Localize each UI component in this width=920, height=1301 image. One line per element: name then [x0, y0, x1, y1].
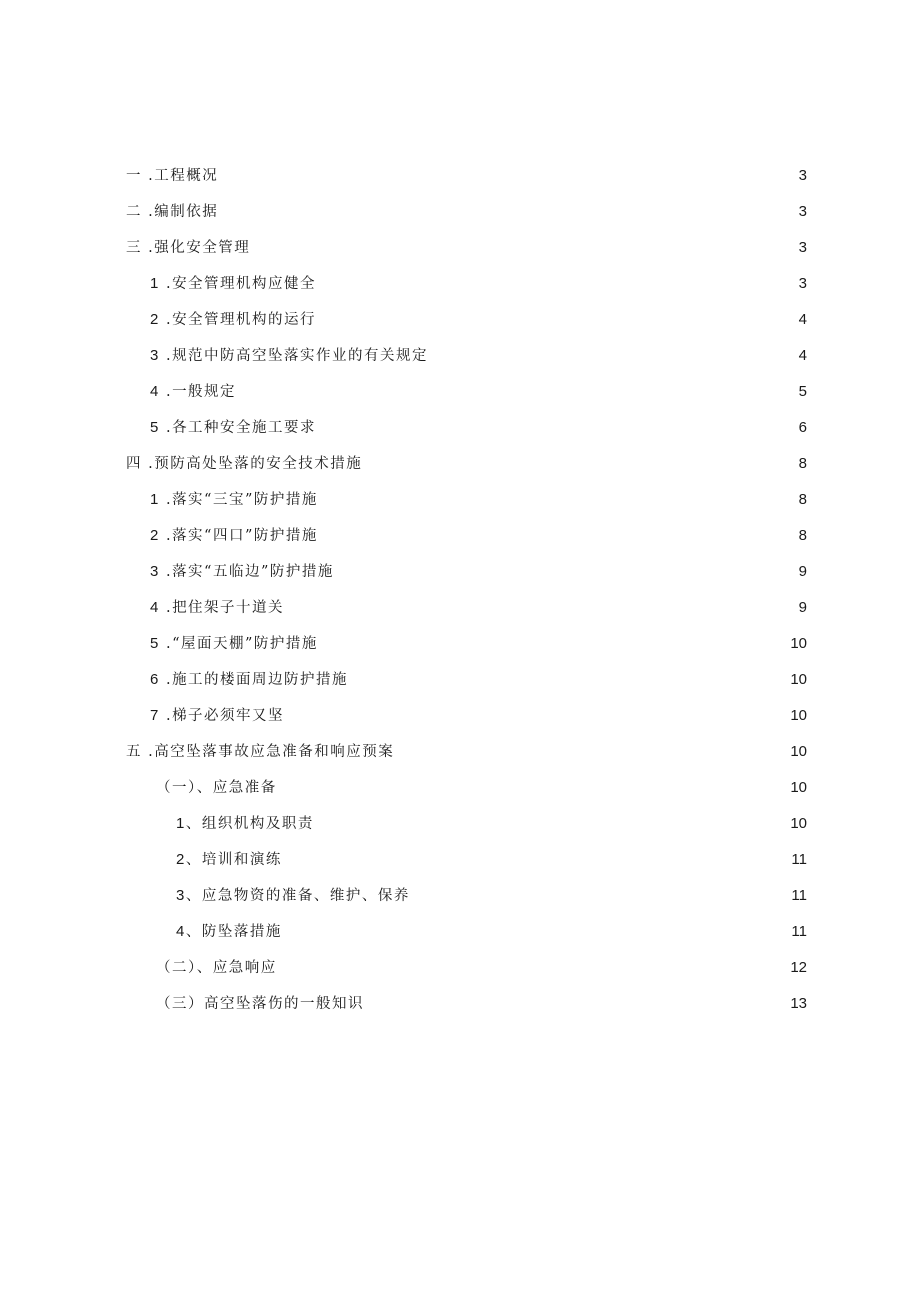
toc-page-number: 3	[798, 203, 807, 220]
toc-entry-label	[150, 704, 284, 728]
toc-row	[126, 200, 807, 224]
toc-entry-separator: .	[159, 528, 173, 544]
toc-entry-number: 五	[126, 744, 142, 760]
toc-entry-separator: 、	[185, 924, 202, 940]
toc-entry-separator: 、	[185, 816, 202, 832]
toc-entry-title: 应急准备	[212, 780, 277, 796]
toc-entry-label	[156, 992, 364, 1016]
toc-row	[150, 488, 807, 512]
toc-entry-title: 工程概况	[154, 168, 219, 184]
toc-entry-separator: .	[142, 204, 155, 220]
toc-row	[150, 344, 807, 368]
toc-entry[interactable]	[0, 734, 920, 770]
toc-entry-title: 施工的楼面周边防护措施	[172, 672, 349, 688]
toc-entry-number: 4	[150, 383, 160, 400]
toc-entry-title: 各工种安全施工要求	[172, 420, 317, 436]
toc-entry[interactable]	[0, 374, 920, 410]
toc-row	[150, 632, 807, 656]
toc-page-number: 3	[798, 167, 807, 184]
toc-entry[interactable]	[0, 698, 920, 734]
toc-entry-label	[126, 740, 394, 764]
toc-page-number: 5	[798, 383, 807, 400]
toc-entry-title: 把住架子十道关	[172, 600, 285, 616]
dot-leader	[322, 308, 795, 332]
toc-entry[interactable]	[0, 842, 920, 878]
dot-leader	[290, 596, 795, 620]
toc-entry-separator: .	[142, 240, 155, 256]
toc-entry-number: 3	[150, 347, 160, 364]
toc-entry[interactable]	[0, 230, 920, 266]
dot-leader	[283, 956, 787, 980]
toc-row	[126, 740, 807, 764]
toc-entry-label	[150, 308, 316, 332]
toc-entry[interactable]	[0, 410, 920, 446]
toc-entry-title: 落实“五临边”防护措施	[172, 564, 334, 580]
toc-entry[interactable]	[0, 806, 920, 842]
toc-entry-title: 规范中防高空坠落实作业的有关规定	[172, 348, 429, 364]
dot-leader	[224, 164, 794, 188]
dot-leader	[368, 452, 794, 476]
dot-leader	[354, 668, 786, 692]
toc-row	[126, 164, 807, 188]
toc-row	[126, 236, 807, 260]
dot-leader	[370, 992, 786, 1016]
toc-entry-label	[150, 488, 318, 512]
toc-entry-separator: .	[142, 456, 155, 472]
toc-entry[interactable]	[0, 878, 920, 914]
toc-entry-title: “屋面天棚”防护措施	[172, 636, 318, 652]
toc-entry-label	[176, 884, 410, 908]
toc-entry-separator: .	[159, 348, 173, 364]
toc-entry-label	[150, 344, 428, 368]
toc-entry-number: 2	[176, 851, 186, 868]
dot-leader	[290, 704, 786, 728]
toc-entry-number: （二）	[156, 960, 197, 976]
toc-row	[150, 596, 807, 620]
toc-entry-number: 4	[150, 599, 160, 616]
toc-page-number: 6	[798, 419, 807, 436]
toc-page-number: 10	[790, 635, 807, 652]
toc-row	[176, 920, 807, 944]
toc-entry[interactable]	[0, 950, 920, 986]
toc-entry-separator: 、	[196, 780, 213, 796]
toc-row	[150, 668, 807, 692]
toc-row	[150, 308, 807, 332]
toc-entry-number: 5	[150, 419, 160, 436]
toc-row	[176, 848, 807, 872]
toc-entry-label	[150, 524, 318, 548]
toc-entry-label	[150, 668, 348, 692]
toc-entry[interactable]	[0, 302, 920, 338]
toc-entry-separator: .	[159, 600, 173, 616]
toc-entry-title: 编制依据	[154, 204, 219, 220]
toc-entry-number: 四	[126, 456, 142, 472]
toc-entry-label	[150, 380, 236, 404]
toc-entry-title: 一般规定	[172, 384, 237, 400]
toc-entry-separator: .	[159, 636, 173, 652]
toc-entry-number: （三）	[156, 996, 204, 1012]
toc-entry[interactable]	[0, 446, 920, 482]
toc-page-number: 8	[798, 491, 807, 508]
toc-entry-number: （一）	[156, 780, 197, 796]
toc-row	[176, 884, 807, 908]
toc-entry-title: 高空坠落伤的一般知识	[204, 996, 364, 1012]
toc-entry-title: 高空坠落事故应急准备和响应预案	[154, 744, 395, 760]
toc-row	[176, 812, 807, 836]
toc-entry-title: 预防高处坠落的安全技术措施	[154, 456, 363, 472]
toc-entry[interactable]	[0, 986, 920, 1022]
toc-page-number: 10	[790, 743, 807, 760]
dot-leader	[340, 560, 795, 584]
toc-page-number: 3	[798, 275, 807, 292]
toc-entry[interactable]	[0, 554, 920, 590]
toc-entry[interactable]	[0, 914, 920, 950]
toc-entry-number: 5	[150, 635, 160, 652]
toc-entry-number: 7	[150, 707, 160, 724]
dot-leader	[322, 272, 795, 296]
toc-entry-label	[126, 236, 250, 260]
toc-page-number: 11	[791, 851, 807, 868]
toc-entry-title: 落实“三宝”防护措施	[172, 492, 318, 508]
toc-entry-separator: .	[159, 420, 173, 436]
toc-entry-label	[150, 560, 334, 584]
toc-entry[interactable]	[0, 626, 920, 662]
toc-entry-label	[150, 272, 316, 296]
toc-entry-number: 1	[150, 275, 160, 292]
toc-entry-label	[156, 776, 277, 800]
toc-entry-separator: .	[159, 672, 173, 688]
toc-entry-label	[126, 164, 218, 188]
toc-page-number: 11	[791, 923, 807, 940]
toc-page-number: 9	[798, 563, 807, 580]
toc-entry-label	[150, 632, 318, 656]
toc-entry-title: 安全管理机构的运行	[172, 312, 317, 328]
toc-row	[156, 776, 807, 800]
dot-leader	[324, 524, 795, 548]
dot-leader	[400, 740, 786, 764]
toc-entry-title: 应急响应	[212, 960, 277, 976]
toc-entry-number: 3	[150, 563, 160, 580]
toc-row	[126, 452, 807, 476]
toc-entry-separator: 、	[196, 960, 213, 976]
toc-entry-separator: .	[159, 708, 173, 724]
toc-page-number: 4	[798, 311, 807, 328]
toc-entry[interactable]	[0, 770, 920, 806]
toc-entry-label	[176, 812, 314, 836]
toc-entry-label	[126, 452, 362, 476]
toc-page-number: 3	[798, 239, 807, 256]
toc-entry-label	[176, 848, 282, 872]
dot-leader	[416, 884, 788, 908]
dot-leader	[324, 488, 795, 512]
toc-entry-separator: 、	[185, 852, 202, 868]
toc-row	[156, 992, 807, 1016]
toc-entry-number: 2	[150, 311, 160, 328]
toc-row	[150, 416, 807, 440]
toc-entry[interactable]	[0, 266, 920, 302]
toc-page-number: 9	[798, 599, 807, 616]
toc-entry-label	[156, 956, 277, 980]
toc-entry-label	[150, 416, 316, 440]
toc-entry-number: 1	[176, 815, 186, 832]
dot-leader	[320, 812, 786, 836]
toc-page-number: 11	[791, 887, 807, 904]
dot-leader	[283, 776, 787, 800]
toc-entry-number: 4	[176, 923, 186, 940]
toc-page-number: 10	[790, 779, 807, 796]
toc-entry-title: 应急物资的准备、维护、保养	[201, 888, 410, 904]
toc-page-number: 10	[790, 815, 807, 832]
dot-leader	[288, 848, 788, 872]
toc-page-number: 8	[798, 527, 807, 544]
toc-entry-number: 一	[126, 168, 142, 184]
toc-entry[interactable]	[0, 338, 920, 374]
toc-entry-label	[150, 596, 284, 620]
toc-row	[150, 560, 807, 584]
toc-row	[156, 956, 807, 980]
toc-row	[150, 524, 807, 548]
dot-leader	[256, 236, 794, 260]
toc-entry-title: 组织机构及职责	[201, 816, 314, 832]
toc-entry[interactable]	[0, 158, 920, 194]
toc-entry-separator: .	[159, 276, 173, 292]
dot-leader	[324, 632, 786, 656]
dot-leader	[242, 380, 795, 404]
toc-entry-separator: .	[159, 492, 173, 508]
toc-entry-number: 1	[150, 491, 160, 508]
toc-entry-number: 6	[150, 671, 160, 688]
toc-entry-separator: .	[159, 384, 173, 400]
toc-page-number: 13	[790, 995, 807, 1012]
toc-row	[150, 272, 807, 296]
dot-leader	[224, 200, 794, 224]
toc-entry-separator: .	[142, 168, 155, 184]
toc-entry[interactable]	[0, 590, 920, 626]
toc-page-number: 12	[790, 959, 807, 976]
dot-leader	[322, 416, 795, 440]
toc-entry[interactable]	[0, 518, 920, 554]
toc-entry-title: 安全管理机构应健全	[172, 276, 317, 292]
toc-row	[150, 704, 807, 728]
toc-page-number: 10	[790, 671, 807, 688]
toc-entry-title: 强化安全管理	[154, 240, 251, 256]
toc-entry[interactable]	[0, 482, 920, 518]
toc-page-number: 4	[798, 347, 807, 364]
toc-entry-title: 落实“四口”防护措施	[172, 528, 318, 544]
dot-leader	[434, 344, 795, 368]
toc-entry-separator: .	[142, 744, 155, 760]
toc-entry-number: 二	[126, 204, 142, 220]
toc-entry[interactable]	[0, 194, 920, 230]
toc-entry-title: 防坠落措施	[201, 924, 282, 940]
toc-row	[150, 380, 807, 404]
toc-entry-label	[176, 920, 282, 944]
toc-entry-number: 2	[150, 527, 160, 544]
toc-entry-number: 三	[126, 240, 142, 256]
toc-entry-label	[126, 200, 218, 224]
toc-page-number: 10	[790, 707, 807, 724]
toc-entry-separator: .	[159, 312, 173, 328]
toc-entry-title: 培训和演练	[201, 852, 282, 868]
toc-entry-title: 梯子必须牢又坚	[172, 708, 285, 724]
dot-leader	[288, 920, 788, 944]
toc-page-number: 8	[798, 455, 807, 472]
toc-entry[interactable]	[0, 662, 920, 698]
toc-entry-separator: 、	[185, 888, 202, 904]
toc-entry-number: 3	[176, 887, 186, 904]
toc-entry-separator: .	[159, 564, 173, 580]
